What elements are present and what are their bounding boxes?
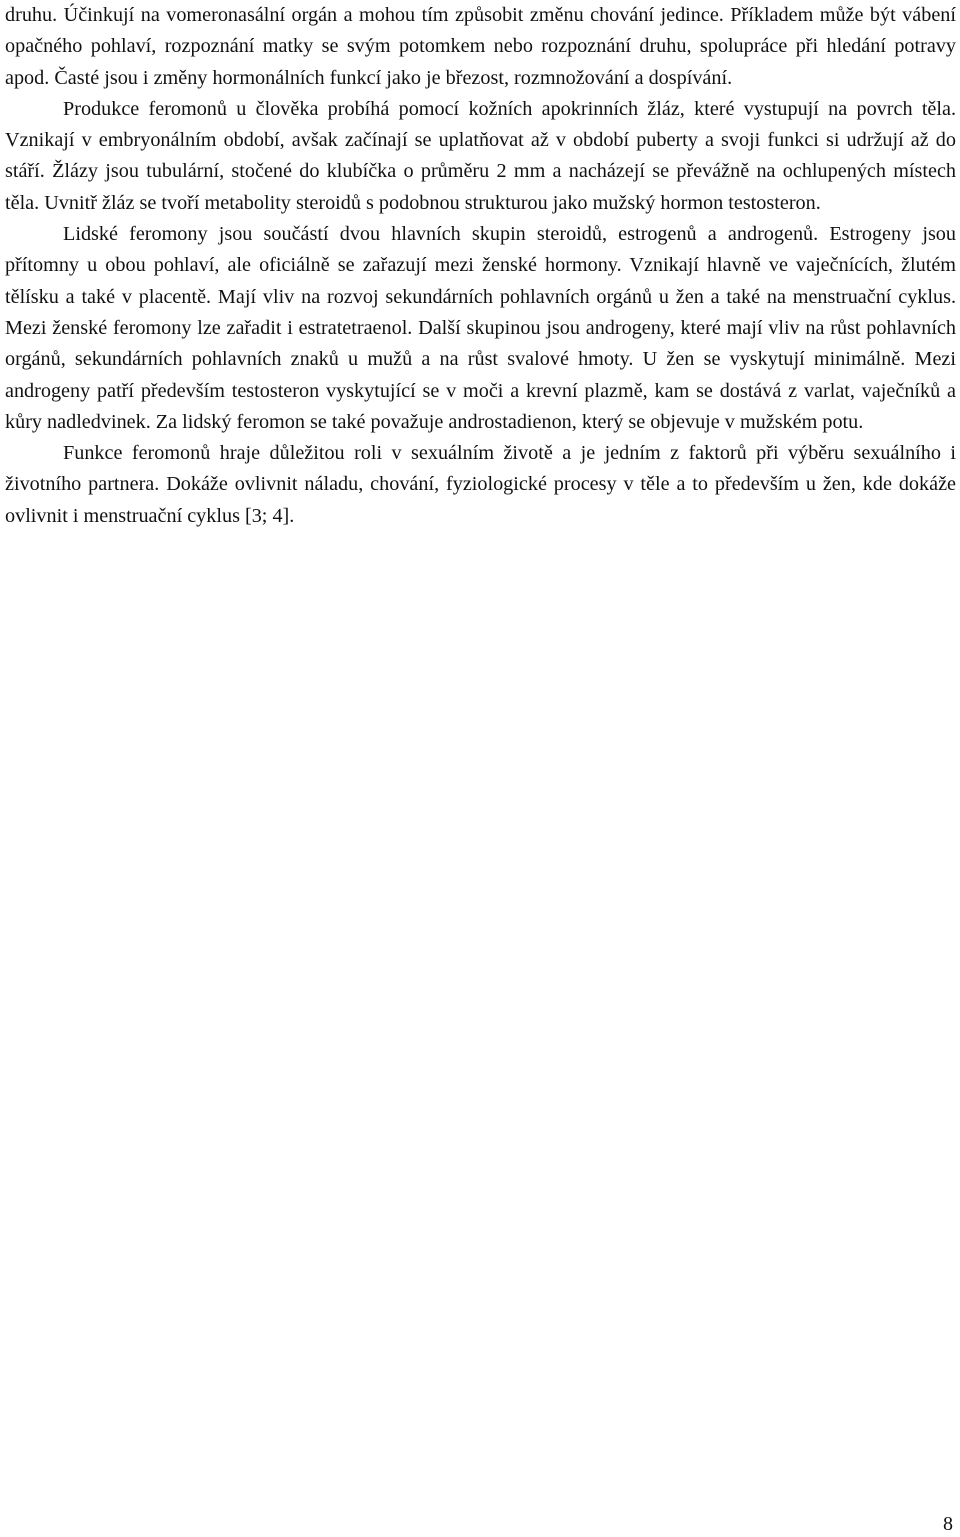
- paragraph-groups: Lidské feromony jsou součástí dvou hlavních skupin steroidů, estrogenů a androgenů. Estrogeny jsou přítomny u obou pohlaví, ale oficiálně se zařazují mezi ženské hormony. Vznikají hlavně ve vaječnících, žlutém tělísku a také v placentě. Mají vliv na rozvoj sekundárních pohlavních orgánů u žen a také na menstruační cyklus. Mezi ženské feromony lze zařadit i estratetraenol. Další skupinou jsou androgeny, které mají vliv na růst pohlavních orgánů, sekundárních pohlavních znaků u mužů a na růst svalové hmoty. U žen se vyskytují minimálně. Mezi androgeny patří především testosteron vyskytující se v moči a krevní plazmě, kam se dostává z varlat, vaječníků a kůry nadledvinek. Za lidský feromon se také považuje androstadienon, který se objevuje v mužském potu.: [5, 223, 956, 433]
- page-number: 8: [943, 1513, 953, 1535]
- paragraph-production: Produkce feromonů u člověka probíhá pomocí kožních apokrinních žláz, které vystupují na povrch těla. Vznikají v embryonálním období, avšak začínají se uplatňovat až v období puberty a svoji funkci si udržují až do stáří. Žlázy jsou tubulární, stočené do klubíčka o průměru 2 mm a nacházejí se převážně na ochlupených místech těla. Uvnitř žláz se tvoří metabolity steroidů s podobnou strukturou jako mužský hormon testosteron.: [5, 97, 956, 214]
- paragraph-function: Funkce feromonů hraje důležitou roli v sexuálním životě a je jedním z faktorů při výběru sexuálního i životního partnera. Dokáže ovlivnit náladu, chování, fyziologické procesy v těle a to především u žen, kde dokáže ovlivnit i menstruační cyklus [3; 4].: [5, 442, 956, 527]
- body-text: [5, 0, 956, 532]
- paragraph-continuation: druhu. Účinkují na vomeronasální orgán a mohou tím způsobit změnu chování jedince. Příkladem může být vábení opačného pohlaví, rozpoznání matky se svým potomkem nebo rozpoznání druhu, spolupráce při hledání potravy apod. Časté jsou i změny hormonálních funkcí jako je březost, rozmnožování a dospívání.: [5, 4, 956, 89]
